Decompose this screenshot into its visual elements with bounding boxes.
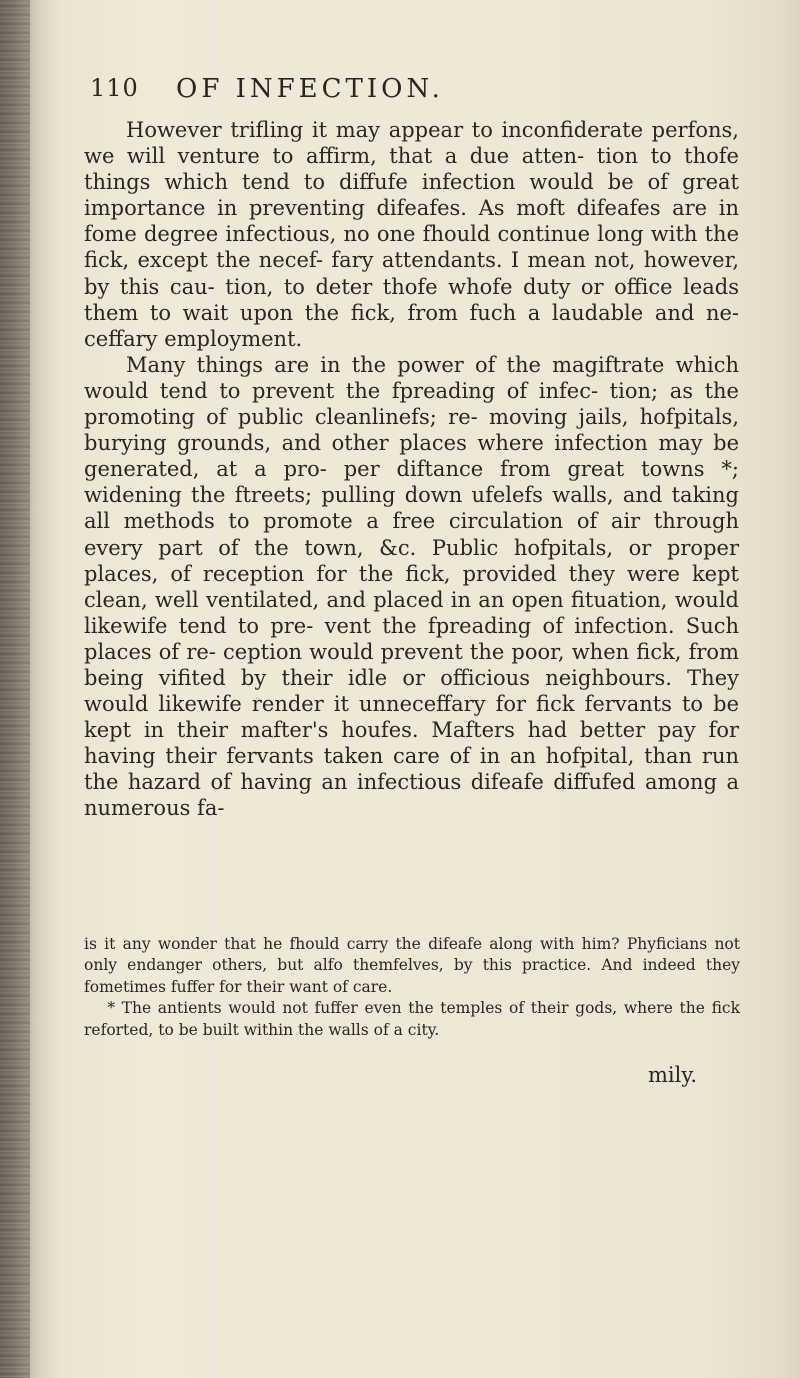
footnotes: [84, 934, 740, 1041]
paragraph: Many things are in the power of the magiftrate which would tend to prevent the fpreading of infec- tion; as the promoting of public cleanlinefs; re- moving jails, hofpitals, burying grounds, and other places where infection may be generated, at a pro- per diftance from great towns *; widening the ftreets; pulling down ufelefs walls, and taking all methods to promote a free circulation of air through every part of the town, &c. Public hofpitals, or proper places, of reception for the fick, provided they were kept clean, well ventilated, and placed in an open fituation, would likewife tend to pre- vent the fpreading of infection. Such places of re- ception would prevent the poor, when fick, from being vifited by their idle or officious neighbours. They would likewife render it unneceffary for fick fervants to be kept in their mafter's houfes. Mafters had better pay for having their fervants taken care of in an hofpital, than run the hazard of having an infectious difeafe diffufed among a numerous fa-: [84, 352, 739, 821]
running-head: OF INFECTION.: [176, 74, 444, 104]
page-header: [90, 74, 730, 114]
catchword: mily.: [648, 1063, 698, 1087]
page-number: 110: [90, 74, 139, 102]
footnote-star: * The antients would not fuffer even the temples of their gods, where the fick reforted, to be built within the walls of a city.: [84, 999, 740, 1039]
body-text: [84, 117, 739, 822]
footnote-continued: is it any wonder that he fhould carry the difeafe along with him? Phyficians not only endanger others, but alfo themfelves, by this practice. And indeed they fometimes fuffer for their want of care.: [84, 935, 740, 996]
paragraph: However trifling it may appear to inconfiderate perfons, we will venture to affirm, that a due atten- tion to thofe things which tend to diffufe infection would be of great importance in preventing difeafes. As moft difeafes are in fome degree infectious, no one fhould continue long with the fick, except the necef- fary attendants. I mean not, however, by this cau- tion, to deter thofe whofe duty or office leads them to wait upon the fick, from fuch a laudable and ne- ceffary employment.: [84, 118, 739, 351]
page-binding-edge: [0, 0, 30, 1378]
